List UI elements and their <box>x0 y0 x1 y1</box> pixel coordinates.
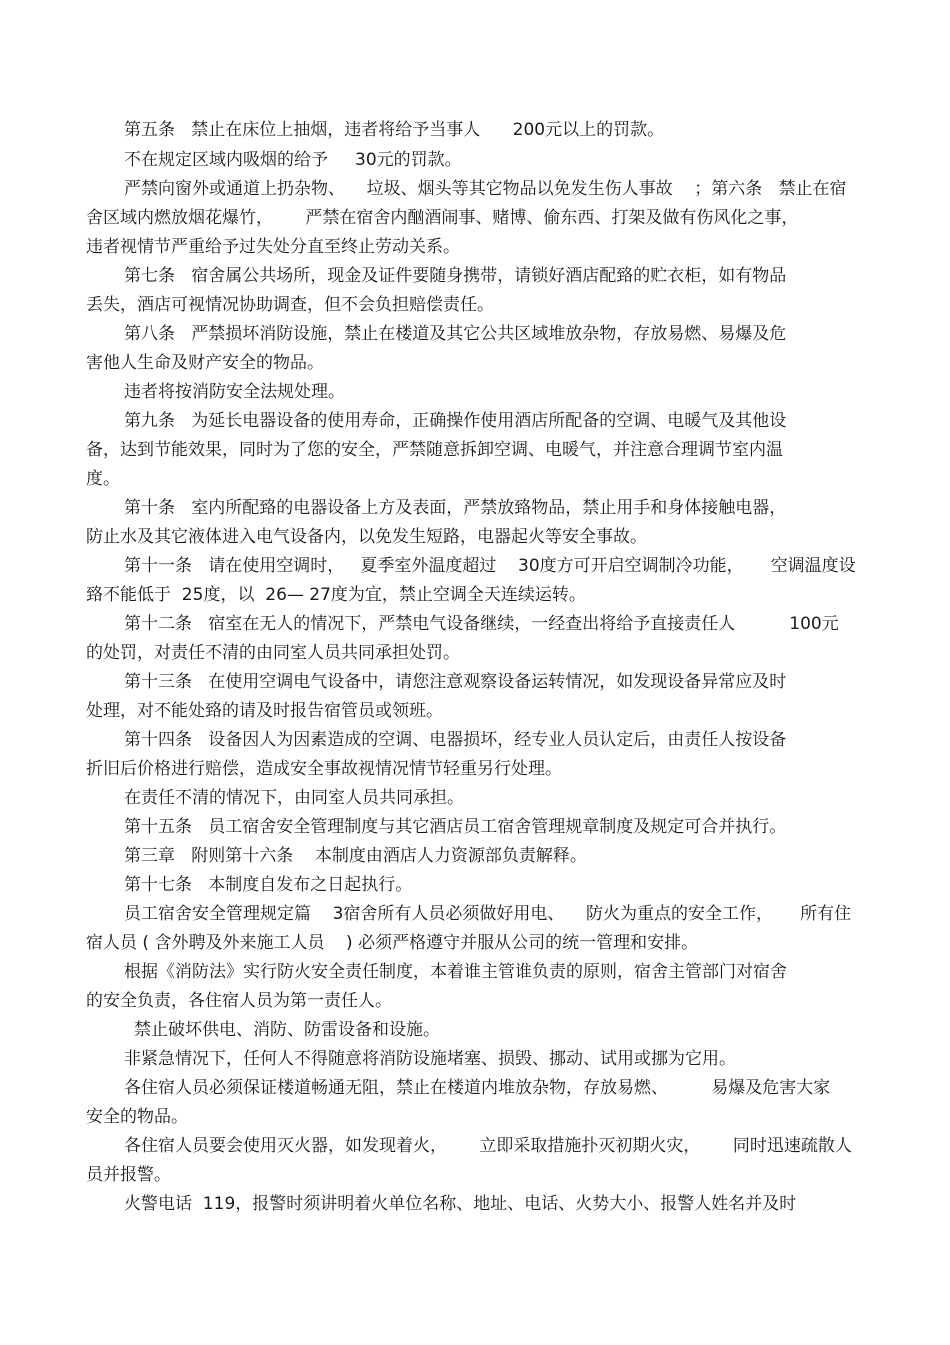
text-line: 违者将按消防安全法规处理。 <box>124 382 345 402</box>
text-line: 舍区域内燃放烟花爆竹， 严禁在宿舍内酗酒闹事、赌博、偷东西、打架及做有伤风化之事， <box>86 208 799 228</box>
text-line: 第七条 宿舍属公共场所，现金及证件要随身携带，请锁好酒店配臵的贮衣柜，如有物品 <box>124 266 787 286</box>
text-line: 第十二条 宿室在无人的情况下，严禁电气设备继续，一经查出将给予直接责任人 100元 <box>124 614 839 634</box>
text-line: 严禁向窗外或通道上扔杂物、 垃圾、烟头等其它物品以免发生伤人事故 ；第六条 禁止在宿 <box>124 179 847 199</box>
text-line: 不在规定区域内吸烟的给予 30元的罚款。 <box>124 150 462 170</box>
text-line: 害他人生命及财产安全的物品。 <box>86 353 324 373</box>
text-line: 处理，对不能处臵的请及时报告宿管员或领班。 <box>86 701 443 721</box>
text-line: 各住宿人员要会使用灭火器，如发现着火， 立即采取措施扑灭初期火灾， 同时迅速疏散人 <box>124 1136 852 1156</box>
text-line: 第十五条 员工宿舍安全管理制度与其它酒店员工宿舍管理规章制度及规定可合并执行。 <box>124 817 787 837</box>
text-line: 度。 <box>86 469 120 489</box>
text-line: 第十四条 设备因人为因素造成的空调、电器损坏，经专业人员认定后，由责任人按设备 <box>124 730 787 750</box>
text-line: 第八条 严禁损坏消防设施，禁止在楼道及其它公共区域堆放杂物，存放易燃、易爆及危 <box>124 324 787 344</box>
text-line: 折旧后价格进行赔偿，造成安全事故视情况情节轻重另行处理。 <box>86 759 562 779</box>
text-line: 第九条 为延长电器设备的使用寿命，正确操作使用酒店所配备的空调、电暖气及其他设 <box>124 411 787 431</box>
text-line: 在责任不清的情况下，由同室人员共同承担。 <box>124 788 464 808</box>
text-line: 的安全负责，各住宿人员为第一责任人。 <box>86 991 392 1011</box>
text-line: 的处罚，对责任不清的由同室人员共同承担处罚。 <box>86 643 460 663</box>
text-line: 员并报警。 <box>86 1165 171 1185</box>
text-line: 火警电话 119，报警时须讲明着火单位名称、地址、电话、火势大小、报警人姓名并及时 <box>124 1194 797 1214</box>
text-line: 违者视情节严重给予过失处分直至终止劳动关系。 <box>86 237 460 257</box>
text-line: 第三章 附则第十六条 本制度由酒店人力资源部负责解释。 <box>124 846 587 866</box>
text-line: 宿人员 ( 含外聘及外来施工人员 ) 必须严格遵守并服从公司的统一管理和安排。 <box>86 933 699 953</box>
text-line: 根据《消防法》实行防火安全责任制度，本着谁主管谁负责的原则，宿舍主管部门对宿舍 <box>124 962 787 982</box>
text-line: 防止水及其它液体进入电气设备内，以免发生短路，电器起火等安全事故。 <box>86 527 647 547</box>
text-line: 第十三条 在使用空调电气设备中，请您注意观察设备运转情况，如发现设备异常应及时 <box>124 672 787 692</box>
text-line: 第十条 室内所配臵的电器设备上方及表面，严禁放臵物品，禁止用手和身体接触电器， <box>124 498 787 518</box>
text-line: 臵不能低于 25度，以 26— 27度为宜，禁止空调全天连续运转。 <box>86 585 586 605</box>
text-line: 非紧急情况下，任何人不得随意将消防设施堵塞、损毁、挪动、试用或挪为它用。 <box>124 1049 736 1069</box>
text-line: 第五条 禁止在床位上抽烟，违者将给予当事人 200元以上的罚款。 <box>124 120 665 140</box>
text-line: 丢失，酒店可视情况协助调查，但不会负担赔偿责任。 <box>86 295 494 315</box>
text-line: 备，达到节能效果，同时为了您的安全，严禁随意拆卸空调、电暖气，并注意合理调节室内温 <box>86 440 783 460</box>
text-line: 各住宿人员必须保证楼道畅通无阻，禁止在楼道内堆放杂物，存放易燃、 易爆及危害大家 <box>124 1078 831 1098</box>
text-line: 第十七条 本制度自发布之日起执行。 <box>124 875 413 895</box>
text-line: 禁止破坏供电、消防、防雷设备和设施。 <box>134 1020 440 1040</box>
text-line: 第十一条 请在使用空调时， 夏季室外温度超过 30度方可开启空调制冷功能， 空调温度设 <box>124 556 856 576</box>
text-line: 员工宿舍安全管理规定篇 3宿舍所有人员必须做好用电、 防火为重点的安全工作， 所有住 <box>124 904 852 924</box>
text-line: 安全的物品。 <box>86 1107 188 1127</box>
